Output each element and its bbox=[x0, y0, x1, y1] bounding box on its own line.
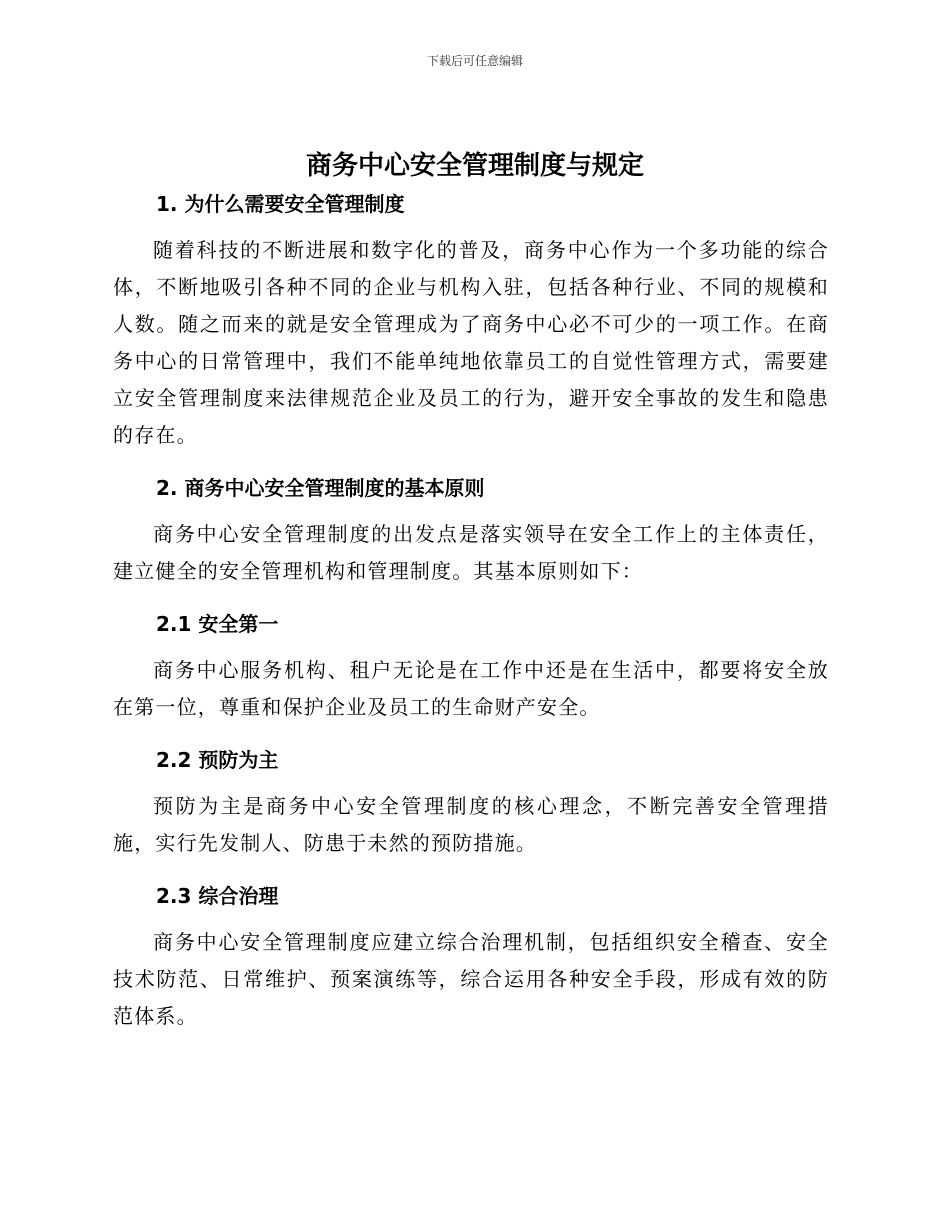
section-heading: 1. 为什么需要安全管理制度 bbox=[156, 192, 405, 216]
section-heading: 2.2 预防为主 bbox=[156, 748, 279, 772]
section-paragraph: 预防为主是商务中心安全管理制度的核心理念，不断完善安全管理措施，实行先发制人、防患于未然的预防措施。 bbox=[113, 794, 829, 855]
header-note: 下载后可任意编辑 bbox=[426, 54, 523, 68]
section-heading: 2.1 安全第一 bbox=[156, 612, 279, 636]
section-paragraph: 商务中心服务机构、租户无论是在工作中还是在生活中，都要将安全放在第一位，尊重和保护企业及员工的生命财产安全。 bbox=[113, 658, 829, 719]
section-comprehensive-governance bbox=[113, 880, 829, 1035]
section-paragraph: 商务中心安全管理制度的出发点是落实领导在安全工作上的主体责任，建立健全的安全管理机构和管理制度。其基本原则如下： bbox=[113, 522, 829, 583]
section-heading: 2. 商务中心安全管理制度的基本原则 bbox=[156, 476, 485, 500]
section-basic-principles bbox=[113, 472, 829, 608]
section-paragraph: 商务中心安全管理制度应建立综合治理机制，包括组织安全稽查、安全技术防范、日常维护、预案演练等，综合运用各种安全手段，形成有效的防范体系。 bbox=[113, 930, 829, 1028]
document-body bbox=[113, 188, 829, 1035]
section-why-safety-management bbox=[113, 188, 829, 472]
section-heading: 2.3 综合治理 bbox=[156, 884, 279, 908]
document-title: 商务中心安全管理制度与规定 bbox=[305, 151, 644, 181]
section-paragraph: 随着科技的不断进展和数字化的普及，商务中心作为一个多功能的综合体，不断地吸引各种不同的企业与机构入驻，包括各种行业、不同的规模和人数。随之而来的就是安全管理成为了商务中心必不可少的一项工作。在商务中心的日常管理中，我们不能单纯地依靠员工的自觉性管理方式，需要建立安全管理制度来法律规范企业及员工的行为，避开安全事故的发生和隐患的存在。 bbox=[113, 238, 829, 447]
section-safety-first bbox=[113, 608, 829, 744]
section-prevention-first bbox=[113, 744, 829, 880]
